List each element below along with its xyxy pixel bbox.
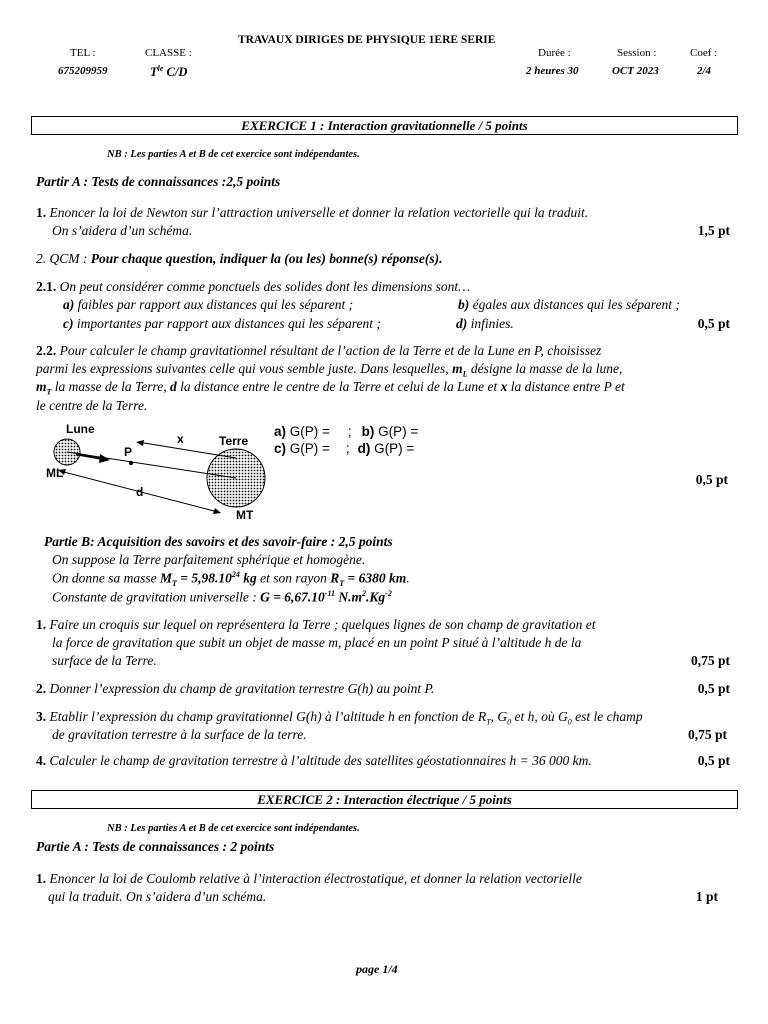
ex1-q1-line2: On s’aidera d’un schéma. bbox=[52, 223, 193, 238]
ex1-b1-line1: 1. Faire un croquis sur lequel on représentera la Terre ; quelques lignes de son champ de gravitation et bbox=[36, 617, 596, 632]
page-number: page 1/4 bbox=[356, 962, 398, 976]
session-value: OCT 2023 bbox=[612, 65, 659, 77]
ex1-pb-line1: On suppose la Terre parfaitement sphérique et homogène. bbox=[52, 552, 366, 567]
ex1-partA-heading: Partir A : Tests de connaissances :2,5 points bbox=[36, 174, 281, 189]
ex1-q22-line3: $m_T$ la masse de la Terre, d la distance entre le centre de la Terre et celui de la Lune et x la distance entre P et bbox=[36, 379, 625, 397]
ex1-partB-heading: Partie B: Acquisition des savoirs et des savoir-faire : 2,5 points bbox=[44, 534, 393, 549]
tel-value: 675209959 bbox=[58, 65, 108, 77]
classe-label: CLASSE : bbox=[145, 47, 192, 59]
ex1-b4-points: 0,5 pt bbox=[697, 753, 730, 768]
exercise1-title-box: EXERCICE 1 : Interaction gravitationnelle / 5 points bbox=[31, 116, 738, 135]
ex1-q21-option-d: d) infinies. bbox=[456, 316, 514, 331]
ex1-b1-points: 0,75 pt bbox=[690, 653, 730, 668]
label-mt: MT bbox=[236, 508, 254, 522]
ex1-q22-line1: 2.2. Pour calculer le champ gravitationnel résultant de l’action de la Terre et de la Lune en P, choisissez bbox=[36, 343, 602, 358]
ex2-nb: NB : Les parties A et B de cet exercice sont indépendantes. bbox=[107, 823, 360, 834]
duree-value: 2 heures 30 bbox=[526, 65, 579, 77]
ex1-b1-line3: surface de la Terre. bbox=[52, 653, 157, 668]
ex1-pb-line3: Constante de gravitation universelle : $G = 6,67.10^{-11}$ $N.m^2.Kg^{-2}$ bbox=[52, 589, 392, 605]
ex1-q21-points: 0,5 pt bbox=[697, 316, 730, 331]
ex1-q22-line4: le centre de la Terre. bbox=[36, 398, 148, 413]
ex1-pb-line2: On donne sa masse $M_T = 5,98.10^{24}$ kg et son rayon $R_T = 6380$ km. bbox=[52, 570, 410, 589]
ex2-partA-heading: Partie A : Tests de connaissances : 2 points bbox=[36, 839, 275, 854]
label-d: d bbox=[136, 485, 144, 499]
ex1-q21-option-c: c) importantes par rapport aux distances qui les séparent ; bbox=[63, 316, 381, 331]
ex1-nb: NB : Les parties A et B de cet exercice sont indépendantes. bbox=[107, 149, 360, 160]
ex1-q2-heading: 2. QCM : Pour chaque question, indiquer la (ou les) bonne(s) réponse(s). bbox=[36, 251, 443, 266]
label-terre: Terre bbox=[219, 434, 249, 448]
ex1-q21-option-b: b) égales aux distances qui les séparent ; bbox=[458, 297, 680, 312]
ex1-b2-points: 0,5 pt bbox=[697, 681, 730, 696]
label-x: x bbox=[177, 432, 184, 446]
qcm-options-row2: c) G(P) = ; d) G(P) = bbox=[274, 441, 415, 456]
ex2-q1-points: 1 pt bbox=[695, 889, 718, 904]
ex1-q1-points: 1,5 pt bbox=[697, 223, 730, 238]
ex1-b3-line2: de gravitation terrestre à la surface de la terre. bbox=[52, 727, 307, 742]
ex1-q22-line2: parmi les expressions suivantes celle qui vous semble juste. Dans lesquelles, $m_L$ désigne la masse de la lune, bbox=[36, 361, 623, 379]
label-p: P bbox=[124, 445, 133, 459]
ex1-q21-option-a: a) faibles par rapport aux distances qui les séparent ; bbox=[63, 297, 354, 312]
document-title: TRAVAUX DIRIGES DE PHYSIQUE 1ERE SERIE bbox=[238, 34, 496, 46]
classe-value: $T^{le}$ C/D bbox=[150, 64, 188, 80]
point-p bbox=[129, 461, 133, 465]
ex2-q1-line2: qui la traduit. On s’aidera d’un schéma. bbox=[48, 889, 267, 904]
label-lune: Lune bbox=[66, 422, 95, 436]
ex2-q1-line1: 1. Enoncer la loi de Coulomb relative à l’interaction électrostatique, et donner la relation vectorielle bbox=[36, 871, 582, 886]
session-label: Session : bbox=[617, 47, 657, 59]
duree-label: Durée : bbox=[538, 47, 571, 59]
ex1-q1-line1: 1. Enoncer la loi de Newton sur l’attraction universelle et donner la relation vectorielle qui la traduit. bbox=[36, 205, 589, 220]
coef-label: Coef : bbox=[690, 47, 718, 59]
ex1-q21-line1: 2.1. On peut considérer comme ponctuels des solides dont les dimensions sont… bbox=[36, 279, 471, 294]
label-ml: ML bbox=[46, 466, 64, 480]
ex1-b4-line1: 4. Calculer le champ de gravitation terrestre à l’altitude des satellites géostationnaires h = 36 000 km. bbox=[36, 753, 592, 768]
tel-label: TEL : bbox=[70, 47, 96, 59]
exercise2-title-box: EXERCICE 2 : Interaction électrique / 5 points bbox=[31, 790, 738, 809]
ex1-b2-line1: 2. Donner l’expression du champ de gravitation terrestre G(h) au point P. bbox=[36, 681, 435, 696]
qcm-options-row1: a) G(P) = ; b) G(P) = bbox=[274, 424, 419, 439]
ex1-b3-line1: 3. Etablir l’expression du champ gravitationnel G(h) à l’altitude h en fonction de $R_T$, $G_0$ et h, où $G_0$ est le champ bbox=[36, 709, 643, 727]
ex1-b1-line2: la force de gravitation que subit un objet de masse m, placé en un point P situé à l’altitude h de la bbox=[52, 635, 582, 650]
ex1-b3-points: 0,75 pt bbox=[687, 727, 727, 742]
coef-value: 2/4 bbox=[697, 65, 712, 77]
ex1-q22-points: 0,5 pt bbox=[695, 472, 728, 487]
